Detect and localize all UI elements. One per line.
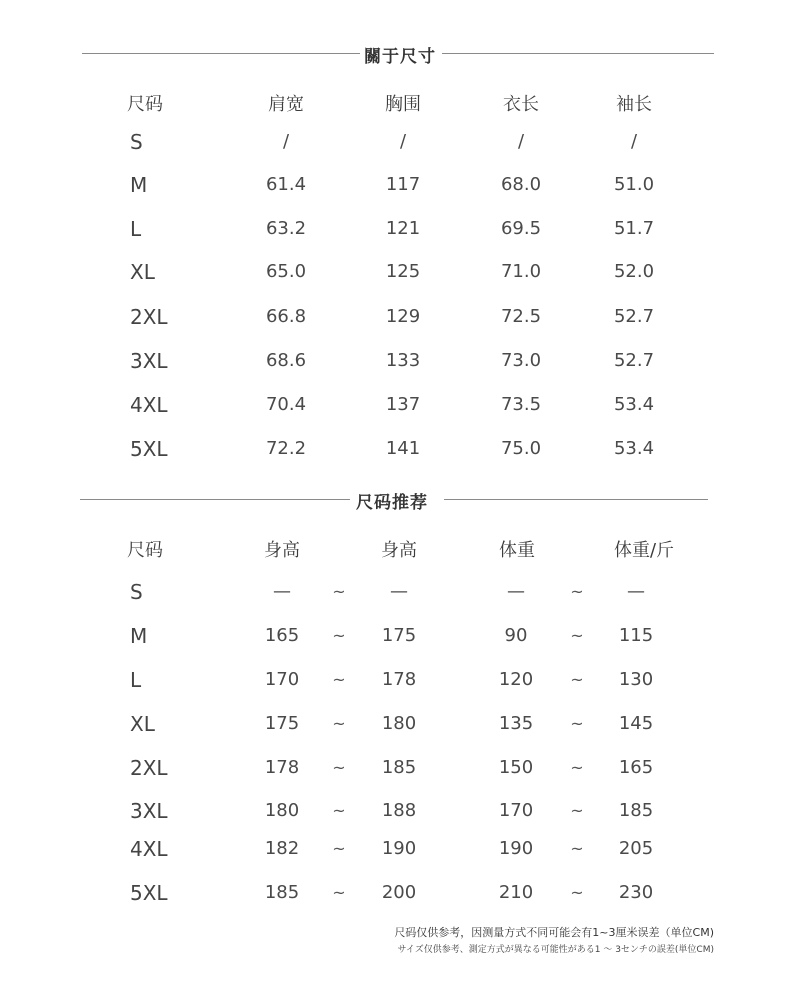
- recommend-value: —: [507, 581, 525, 602]
- note-chinese: 尺码仅供参考，因测量方式不同可能会有1~3厘米误差（单位CM): [394, 926, 714, 939]
- range-separator: ~: [332, 758, 346, 777]
- recommend-value: 185: [381, 757, 417, 778]
- range-separator: ~: [570, 758, 584, 777]
- measurement-value: 73.0: [500, 350, 542, 371]
- recommend-value: —: [273, 581, 291, 602]
- range-separator: ~: [332, 714, 346, 733]
- table-header: 袖长: [616, 94, 652, 115]
- size-label: 2XL: [130, 756, 168, 780]
- measurement-value: /: [517, 131, 525, 152]
- table-header: 尺码: [127, 94, 163, 115]
- range-separator: ~: [570, 626, 584, 645]
- measurement-value: 68.6: [265, 350, 307, 371]
- section-size-heading: [82, 42, 714, 66]
- size-label: S: [130, 580, 143, 604]
- measurement-value: 117: [385, 174, 421, 195]
- measurement-value: 52.0: [613, 261, 655, 282]
- measurement-value: /: [399, 131, 407, 152]
- measurement-value: 51.0: [613, 174, 655, 195]
- size-label: XL: [130, 712, 155, 736]
- recommend-value: 150: [498, 757, 534, 778]
- table-header: 胸围: [385, 94, 421, 115]
- measurement-value: 75.0: [500, 438, 542, 459]
- measurement-value: 53.4: [613, 394, 655, 415]
- measurement-value: 69.5: [500, 218, 542, 239]
- section-recommend-title: 尺码推荐: [356, 493, 428, 513]
- recommend-value: 190: [381, 838, 417, 859]
- recommend-value: 175: [381, 625, 417, 646]
- measurement-value: 53.4: [613, 438, 655, 459]
- recommend-value: —: [390, 581, 408, 602]
- measurement-value: 125: [385, 261, 421, 282]
- recommend-value: 170: [498, 800, 534, 821]
- measurement-value: 52.7: [613, 350, 655, 371]
- size-label: L: [130, 668, 142, 692]
- recommend-value: 200: [381, 882, 417, 903]
- recommend-value: 120: [498, 669, 534, 690]
- recommend-value: 190: [498, 838, 534, 859]
- table-header: 肩宽: [268, 94, 304, 115]
- table-header: 尺码: [127, 540, 163, 561]
- recommend-value: 170: [264, 669, 300, 690]
- size-label: 3XL: [130, 799, 168, 823]
- table-header: 体重: [499, 540, 535, 561]
- table-header: 衣长: [503, 94, 539, 115]
- measurement-value: 72.5: [500, 306, 542, 327]
- range-separator: ~: [570, 801, 584, 820]
- measurement-value: /: [630, 131, 638, 152]
- size-label: 2XL: [130, 305, 168, 329]
- measurement-value: 133: [385, 350, 421, 371]
- range-separator: ~: [570, 714, 584, 733]
- size-label: 3XL: [130, 349, 168, 373]
- recommend-value: 180: [381, 713, 417, 734]
- recommend-value: 175: [264, 713, 300, 734]
- size-label: 4XL: [130, 837, 168, 861]
- measurement-value: 70.4: [265, 394, 307, 415]
- recommend-value: 165: [264, 625, 300, 646]
- range-separator: ~: [570, 883, 584, 902]
- measurement-value: 137: [385, 394, 421, 415]
- table-header: 体重/斤: [613, 540, 675, 561]
- range-separator: ~: [332, 801, 346, 820]
- divider-left: [80, 499, 350, 500]
- recommend-value: 180: [264, 800, 300, 821]
- measurement-value: 73.5: [500, 394, 542, 415]
- measurement-value: 66.8: [265, 306, 307, 327]
- measurement-value: 68.0: [500, 174, 542, 195]
- measurement-value: 71.0: [500, 261, 542, 282]
- size-label: 5XL: [130, 437, 168, 461]
- section-recommend-heading: [80, 488, 710, 512]
- range-separator: ~: [570, 582, 584, 601]
- recommend-value: 165: [618, 757, 654, 778]
- divider-left: [82, 53, 360, 54]
- measurement-value: 63.2: [265, 218, 307, 239]
- range-separator: ~: [570, 670, 584, 689]
- recommend-value: 185: [618, 800, 654, 821]
- recommend-value: 178: [381, 669, 417, 690]
- measurement-value: 52.7: [613, 306, 655, 327]
- recommend-value: 188: [381, 800, 417, 821]
- recommend-value: 135: [498, 713, 534, 734]
- measurement-value: 61.4: [265, 174, 307, 195]
- size-label: S: [130, 130, 143, 154]
- range-separator: ~: [332, 582, 346, 601]
- table-header: 身高: [381, 540, 417, 561]
- recommend-value: —: [627, 581, 645, 602]
- recommend-value: 182: [264, 838, 300, 859]
- recommend-value: 90: [504, 625, 528, 646]
- recommend-value: 185: [264, 882, 300, 903]
- recommend-value: 205: [618, 838, 654, 859]
- measurement-value: 121: [385, 218, 421, 239]
- size-label: XL: [130, 260, 155, 284]
- recommend-value: 115: [618, 625, 654, 646]
- table-header: 身高: [264, 540, 300, 561]
- measurement-value: 72.2: [265, 438, 307, 459]
- recommend-value: 130: [618, 669, 654, 690]
- recommend-value: 145: [618, 713, 654, 734]
- measurement-value: 141: [385, 438, 421, 459]
- range-separator: ~: [570, 839, 584, 858]
- range-separator: ~: [332, 670, 346, 689]
- size-label: L: [130, 217, 142, 241]
- divider-right: [444, 499, 708, 500]
- range-separator: ~: [332, 883, 346, 902]
- section-size-title: 關于尺寸: [364, 47, 436, 67]
- size-label: 5XL: [130, 881, 168, 905]
- size-label: M: [130, 173, 148, 197]
- measurement-value: 65.0: [265, 261, 307, 282]
- divider-right: [442, 53, 714, 54]
- recommend-value: 178: [264, 757, 300, 778]
- measurement-value: /: [282, 131, 290, 152]
- size-label: 4XL: [130, 393, 168, 417]
- recommend-value: 230: [618, 882, 654, 903]
- range-separator: ~: [332, 626, 346, 645]
- recommend-value: 210: [498, 882, 534, 903]
- measurement-value: 129: [385, 306, 421, 327]
- note-japanese: サイズ仅供参考、測定方式が異なる可能性がある1 ～ 3センチの誤差(単位CM): [397, 945, 714, 955]
- range-separator: ~: [332, 839, 346, 858]
- measurement-value: 51.7: [613, 218, 655, 239]
- size-label: M: [130, 624, 148, 648]
